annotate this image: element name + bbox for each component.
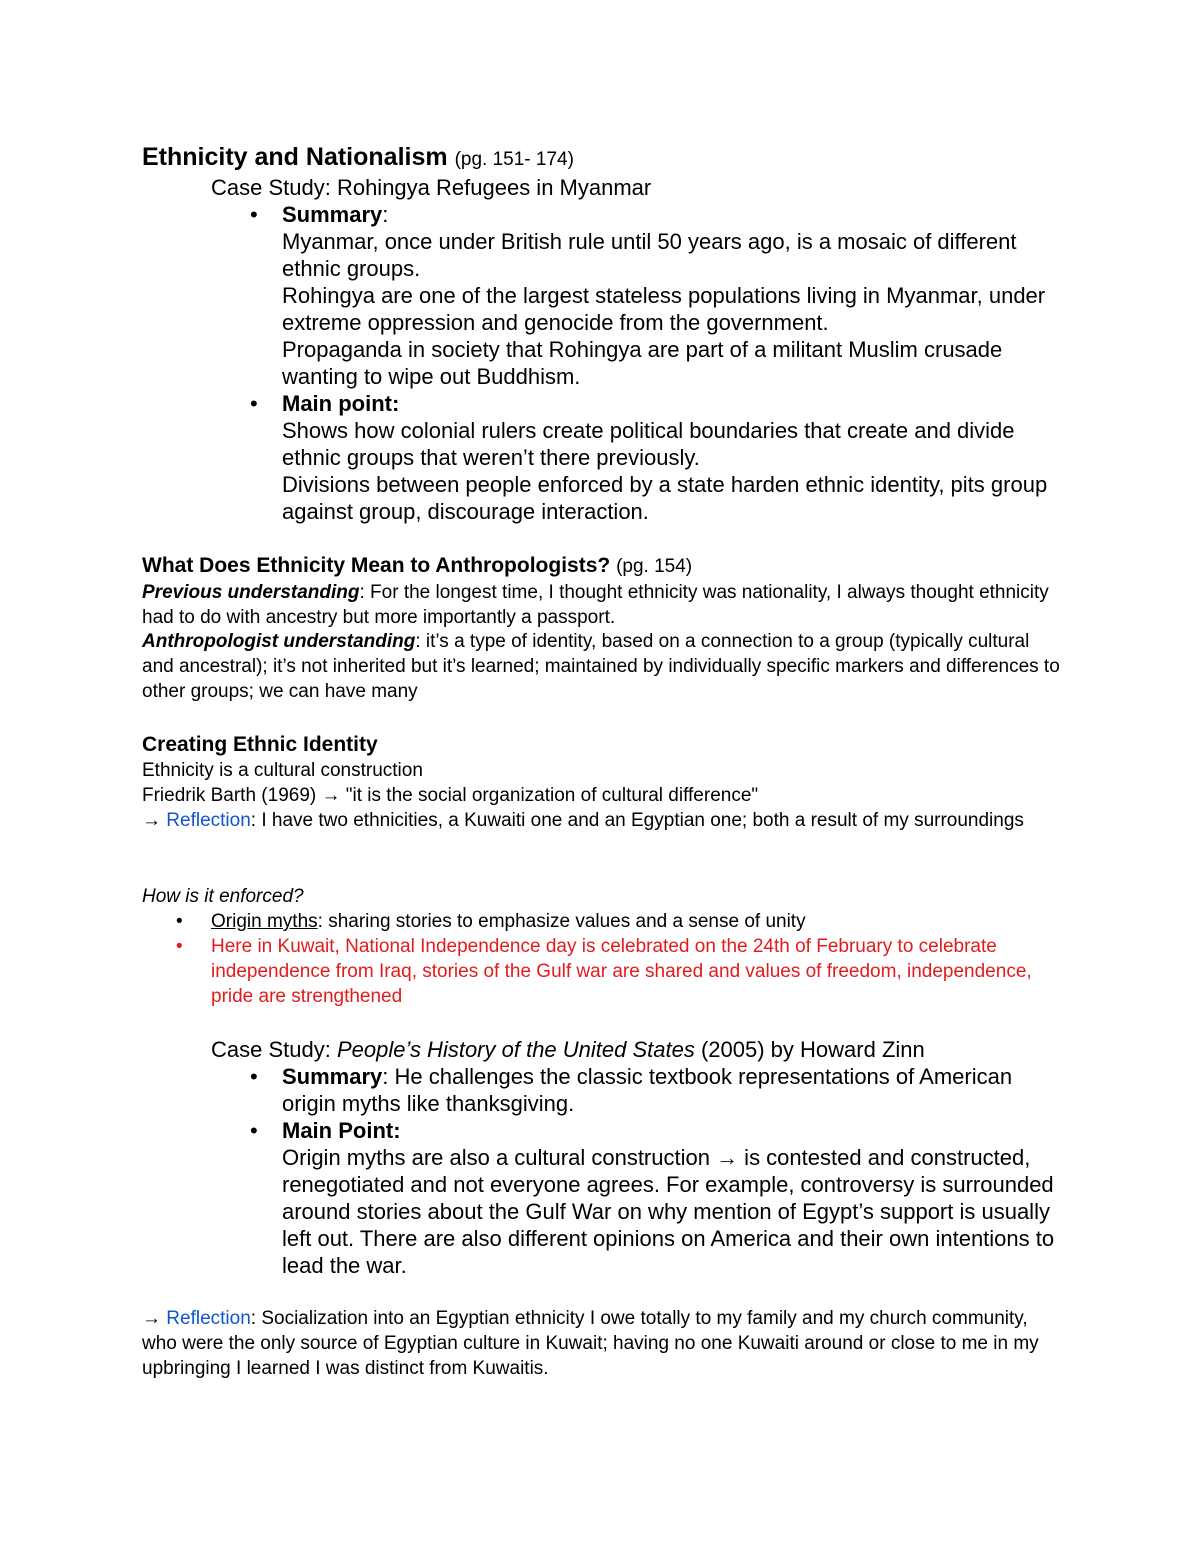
reflection-2-text: : Socialization into an Egyptian ethnicity I owe totally to my family and my church community, who were the only source of Egyptian culture in Kuwait; having no one Kuwaiti around or close to me in my upbringing I learned I was distinct from Kuwaitis.	[142, 1308, 1039, 1379]
case-study-2-list	[250, 1063, 1060, 1279]
barth-quote-line: Friedrik Barth (1969) → "it is the social organization of cultural difference"	[142, 785, 759, 806]
case-study-1-label: Case Study: Rohingya Refugees in Myanmar	[211, 175, 652, 200]
list-item	[250, 1117, 1060, 1279]
anthropologist-understanding-label: Anthropologist understanding	[142, 631, 416, 652]
list-item	[250, 390, 1060, 525]
main-point-label: • Main point:	[282, 391, 400, 416]
previous-understanding-text: : For the longest time, I thought ethnicity was nationality, I always thought ethnicity had to do with ancestry but more importantly a passport.	[142, 582, 1049, 628]
list-item	[250, 1063, 1060, 1117]
section-2-heading-text: What Does Ethnicity Mean to Anthropologists?	[142, 554, 611, 577]
reflection-1-text: : I have two ethnicities, a Kuwaiti one and an Egyptian one; both a result of my surroundings	[250, 810, 1024, 831]
page-title	[142, 142, 1062, 175]
title-main: Ethnicity and Nationalism	[142, 143, 448, 171]
enforcement-list	[176, 909, 1056, 1009]
case-study-2-prefix: Case Study:	[211, 1037, 337, 1062]
case-study-1-list	[250, 201, 1060, 525]
section-heading-anthropologists	[142, 553, 1062, 580]
section-2-pages: (pg. 154)	[616, 556, 693, 577]
list-item	[176, 934, 1056, 1009]
kuwait-independence-text: Here in Kuwait, National Independence day is celebrated on the 24th of February to celebrate independence from Iraq, stories of the Gulf war are shared and values of freedom, independence, pride are strengthened	[211, 936, 1032, 1007]
summary-text: : He challenges the classic textbook representations of American origin myths like thanksgiving.	[282, 1064, 1013, 1116]
list-item	[250, 201, 1060, 390]
case-study-2-book-title: People’s History of the United States	[336, 1037, 695, 1062]
previous-understanding-paragraph	[142, 580, 1062, 630]
summary-line-1: Myanmar, once under British rule until 50 years ago, is a mosaic of different ethnic groups.	[282, 229, 1017, 281]
reflection-2-label: Reflection	[166, 1308, 251, 1329]
origin-myths-text: : sharing stories to emphasize values and a sense of unity	[317, 911, 806, 932]
origin-myths-label: Origin myths	[211, 911, 318, 932]
arrow-icon: →	[142, 810, 167, 831]
summary-label: Summary:	[282, 202, 389, 227]
case-study-2-label	[211, 1036, 1061, 1063]
ethnicity-construction-line: Ethnicity is a cultural construction	[142, 760, 423, 781]
reflection-1-paragraph	[142, 808, 1062, 833]
list-item	[176, 909, 1056, 934]
main-point-line-1: Shows how colonial rulers create political boundaries that create and divide ethnic groups that weren’t there previously.	[282, 418, 1015, 470]
enforcement-question: How is it enforced?	[142, 886, 304, 907]
summary-label: Summary	[282, 1064, 383, 1089]
summary-line-2: Rohingya are one of the largest stateless populations living in Myanmar, under extreme oppression and genocide from the government.	[282, 283, 1046, 335]
main-point-label: • Main Point:	[282, 1118, 401, 1143]
anthropologist-understanding-text: : it’s a type of identity, based on a connection to a group (typically cultural and ancestral); it’s not inherited but it’s learned; maintained by individually specific markers and differences to other groups; we can have many	[142, 631, 1060, 702]
main-point-line-2: Divisions between people enforced by a state harden ethnic identity, pits group against group, discourage interaction.	[282, 472, 1048, 524]
title-pages: (pg. 151- 174)	[454, 149, 574, 170]
section-heading-creating-ethnic-identity: Creating Ethnic Identity	[142, 733, 378, 756]
summary-line-3: Propaganda in society that Rohingya are part of a militant Muslim crusade wanting to wipe out Buddhism.	[282, 337, 1003, 389]
reflection-1-label: Reflection	[166, 810, 251, 831]
case-study-2-suffix: (2005) by Howard Zinn	[694, 1037, 925, 1062]
arrow-icon: →	[142, 1308, 167, 1329]
anthropologist-understanding-paragraph	[142, 629, 1062, 704]
reflection-2-paragraph	[142, 1306, 1062, 1381]
main-point-text: Origin myths are also a cultural construction → is contested and constructed, renegotiated and not everyone agrees. For example, controversy is surrounded around stories about the Gulf War on why mention of Egypt’s support is usually left out. There are also different opinions on America and their own intentions to lead the war.	[282, 1145, 1055, 1278]
previous-understanding-label: Previous understanding	[142, 582, 360, 603]
